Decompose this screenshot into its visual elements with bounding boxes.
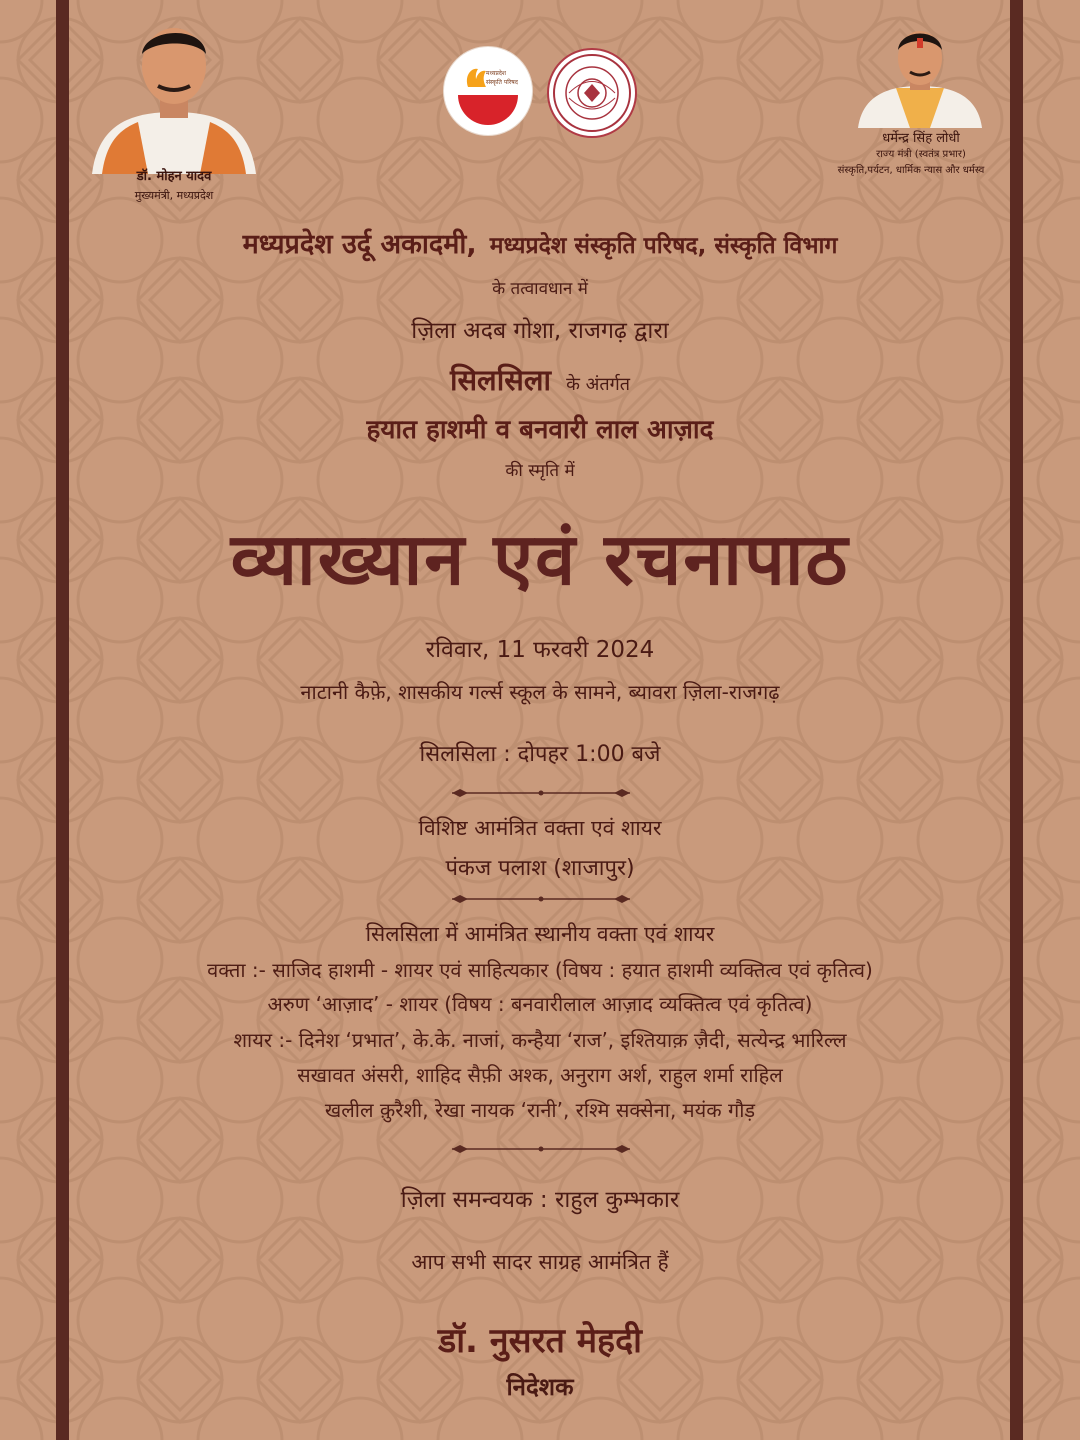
sanskriti-parishad-text-1: मध्यप्रदेश — [486, 70, 507, 77]
event-time: सिलसिला : दोपहर 1:00 बजे — [419, 742, 661, 767]
left-portrait — [88, 14, 260, 184]
series-line — [0, 360, 1080, 399]
memory-suffix: की स्मृति में — [505, 461, 575, 481]
ornament-divider-1 — [446, 786, 636, 800]
special-guest-name: पंकज पलाश (शाजापुर) — [445, 856, 635, 881]
ornament-divider-3 — [446, 1142, 636, 1156]
local-heading: सिलसिला में आमंत्रित स्थानीय वक्ता एवं शायर — [365, 922, 715, 946]
org-main: मध्यप्रदेश उर्दू अकादमी, — [242, 229, 477, 260]
sanskriti-parishad-logo — [443, 46, 533, 136]
series-suffix: के अंतर्गत — [566, 374, 631, 395]
left-person-designation: मुख्यमंत्री, मध्यप्रदेश — [134, 189, 214, 202]
invitation-line: आप सभी सादर साग्रह आमंत्रित हैं — [411, 1250, 669, 1274]
local-line-5: खलील क़ुरैशी, रेखा नायक ‘रानी’, रश्मि सक्सेना, मयंक गौड़ — [324, 1098, 756, 1122]
ornament-divider-2 — [446, 892, 636, 906]
local-line-4: सखावत अंसरी, शाहिद सैफ़ी अश्क, अनुराग अर्श, राहुल शर्मा राहिल — [297, 1063, 783, 1087]
director-title: निदेशक — [506, 1373, 574, 1401]
event-date: रविवार, 11 फरवरी 2024 — [425, 637, 655, 663]
right-border-bar — [1010, 0, 1023, 1440]
special-guest-heading: विशिष्ट आमंत्रित वक्ता एवं शायर — [418, 816, 662, 840]
urdu-academy-seal — [547, 48, 637, 138]
urdu-academy-seal-icon — [549, 50, 635, 136]
right-person-designation-2: संस्कृति,पर्यटन, धार्मिक न्यास और धर्मस्व — [837, 165, 985, 176]
event-venue: नाटानी कैफ़े, शासकीय गर्ल्स स्कूल के सामने, ब्यावरा ज़िला-राजगढ़ — [300, 680, 780, 704]
memory-names: हयात हाशमी व बनवारी लाल आज़ाद — [366, 415, 714, 445]
right-person-name: धर्मेन्द्र सिंह लोधी — [882, 131, 960, 146]
org-secondary: मध्यप्रदेश संस्कृति परिषद, संस्कृति विभाग — [489, 233, 838, 259]
left-person-name: डॉ. मोहन यादव — [136, 169, 212, 184]
organizer-line: ज़िला अदब गोशा, राजगढ़ द्वारा — [411, 318, 669, 344]
series-name: सिलसिला — [449, 363, 552, 397]
sanskriti-parishad-icon — [444, 47, 532, 135]
right-person-photo — [856, 22, 984, 128]
left-person-photo — [88, 14, 260, 174]
aegis-line: के तत्वावधान में — [492, 279, 588, 299]
right-portrait — [856, 22, 984, 128]
logo-group — [443, 46, 635, 138]
local-line-3: शायर :- दिनेश ‘प्रभात’, के.के. नाजां, कन्हैया ‘राज’, इश्तियाक़ ज़ैदी, सत्येन्द्र भारिल्ल — [233, 1028, 847, 1052]
coordinator-line: ज़िला समन्वयक : राहुल कुम्भकार — [400, 1187, 680, 1213]
sanskriti-parishad-text-2: संस्कृति परिषद — [486, 79, 518, 86]
local-line-1: वक्ता :- साजिद हाशमी - शायर एवं साहित्यकार (विषय : हयात हाशमी व्यक्तित्व एवं कृतित्व) — [207, 958, 873, 982]
right-person-designation-1: राज्य मंत्री (स्वतंत्र प्रभार) — [876, 149, 966, 160]
left-border-bar — [56, 0, 69, 1440]
director-name: डॉ. नुसरत मेहदी — [438, 1321, 642, 1361]
main-title: व्याख्यान एवं रचनापाठ — [230, 517, 850, 601]
local-line-2: अरुण ‘आज़ाद’ - शायर (विषय : बनवारीलाल आज़ाद व्यक्तित्व एवं कृतित्व) — [267, 992, 813, 1016]
organization-line — [0, 224, 1080, 261]
